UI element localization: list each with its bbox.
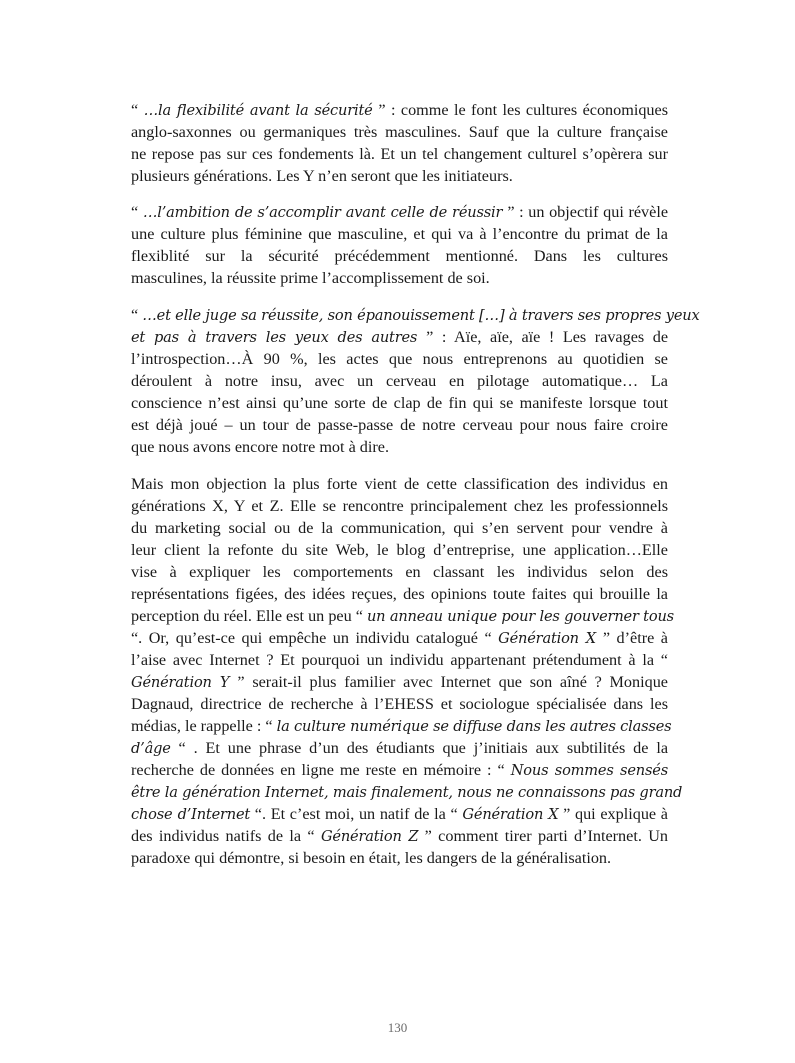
text-segment: Mais mon objection la plus forte vient de cette classification des individus en [131,475,668,493]
text-segment: l’introspection…À 90 %, les actes que nous entreprenons au quotidien se [131,350,668,368]
text-line [131,165,668,187]
paragraph-introspection [131,304,700,458]
text-line [131,605,674,627]
text-segment: masculines, la réussite prime l’accomplissement de soi. [131,269,490,287]
text-segment: représentations figées, des idées reçues, des opinions toute faites qui brouille la [131,585,668,603]
text-line [131,245,668,267]
text-segment: une culture plus féminine que masculine, et qui va à l’encontre du primat de la [131,225,668,243]
text-segment: ” : un objectif qui révèle [507,203,669,221]
text-line [131,370,668,392]
text-segment: est déjà joué – un tour de passe-passe de notre cerveau pour nous faire croire [131,416,668,434]
text-segment: ” comment tirer parti d’Internet. Un [418,827,668,845]
text-segment: conscience n’est ainsi qu’une sorte de clap de fin qui se manifeste lorsque tout [131,394,668,412]
text-line [131,99,668,121]
text-line [131,348,668,370]
text-line [131,201,668,223]
text-line [131,715,672,737]
text-line [131,825,668,847]
paragraph-ambition [131,201,668,289]
italic-quote-segment: …la flexibilité avant la sécurité [143,102,379,119]
text-segment: recherche de données en ligne me reste en mémoire : “ [131,761,511,779]
text-line [131,267,668,289]
paragraph-flexibility [131,99,668,187]
text-line [131,627,668,649]
text-segment: déroulent à notre insu, avec un cerveau en pilotage automatique… La [131,372,668,390]
paragraph-generations-objection [131,473,683,869]
text-segment: ne repose pas sur ces fondements là. Et un tel changement culturel s’opèrera sur [131,145,668,163]
text-segment: “ [131,203,143,221]
text-line [131,414,668,436]
italic-quote-segment: Génération Y [131,674,238,691]
text-segment: du marketing social ou de la communication, qui s’en servent pour vendre à [131,519,668,537]
italic-quote-segment: d’âge [131,740,171,757]
text-line [131,737,668,759]
text-line [131,473,668,495]
text-line [131,671,668,693]
text-segment: flexiblité sur la sécurité précédemment mentionné. Dans les cultures [131,247,668,265]
italic-quote-segment: chose d’Internet [131,806,251,823]
italic-quote-segment: Nous sommes sensés [510,762,668,779]
text-line [131,495,668,517]
text-line [131,143,668,165]
italic-quote-segment: Génération X [462,806,559,823]
italic-quote-segment: …et elle juge sa réussite, son épanouissement […] à travers ses propres yeux [142,307,700,324]
text-line [131,693,668,715]
text-line [131,759,668,781]
text-line [131,803,668,825]
italic-quote-segment: Génération Z [320,828,419,845]
text-line [131,583,668,605]
text-segment: ” : comme le font les cultures économiques [378,101,668,119]
italic-quote-segment: être la génération Internet, mais finalement, nous ne connaissons pas grand [131,784,683,801]
italic-quote-segment: un anneau unique pour les gouverner tous [366,608,674,625]
text-line [131,326,668,348]
text-segment: que nous avons encore notre mot à dire. [131,438,390,456]
text-segment: leur client la refonte du site Web, le blog d’entreprise, une application…Elle [131,541,668,559]
text-line [131,561,668,583]
text-segment: ” d’être à [602,629,668,647]
text-segment: perception du réel. Elle est un peu “ [131,607,367,625]
text-segment: vise à expliquer les comportements en classant les individus selon des [131,563,668,581]
text-line [131,539,668,561]
text-segment: “ [131,306,143,324]
text-segment: “ [131,101,144,119]
text-line [131,436,668,458]
italic-quote-segment: et pas à travers les yeux des autres [131,329,427,346]
text-line [131,392,668,414]
text-segment: générations X, Y et Z. Elle se rencontre principalement chez les professionnels [131,497,668,515]
text-segment: paradoxe qui démontre, si besoin en était, les dangers de la généralisation. [131,849,612,867]
italic-quote-segment: …l’ambition de s’accomplir avant celle de réussir [142,204,508,221]
text-segment: “. Et c’est moi, un natif de la “ [250,805,463,823]
text-segment: l’aise avec Internet ? Et pourquoi un individu appartenant prétendument à la “ [131,651,668,669]
text-line [131,121,668,143]
text-segment: plusieurs générations. Les Y n’en seront que les initiateurs. [131,167,513,185]
italic-quote-segment: la culture numérique se diffuse dans les autres classes [276,718,672,735]
text-line [131,304,700,326]
text-line [131,781,683,803]
text-line [131,517,668,539]
text-segment: ” serait-il plus familier avec Internet que son aîné ? Monique [237,673,668,691]
text-line [131,223,668,245]
text-segment: médias, le rappelle : “ [131,717,277,735]
text-segment: des individus natifs de la “ [131,827,321,845]
text-segment: ” qui explique à [558,805,668,823]
page-number: 130 [387,1020,408,1035]
text-segment: ” : Aïe, aïe, aïe ! Les ravages de [426,328,669,346]
text-segment: “ . Et une phrase d’un des étudiants que j’initiais aux subtilités de la [170,739,668,757]
text-segment: Dagnaud, directrice de recherche à l’EHESS et sociologue spécialisée dans les [131,695,668,713]
text-segment: anglo-saxonnes ou germaniques très masculines. Sauf que la culture française [131,123,668,141]
italic-quote-segment: Génération X [498,630,603,647]
text-line [131,847,668,869]
text-line [131,649,668,671]
text-segment: “. Or, qu’est-ce qui empêche un individu catalogué “ [131,629,499,647]
